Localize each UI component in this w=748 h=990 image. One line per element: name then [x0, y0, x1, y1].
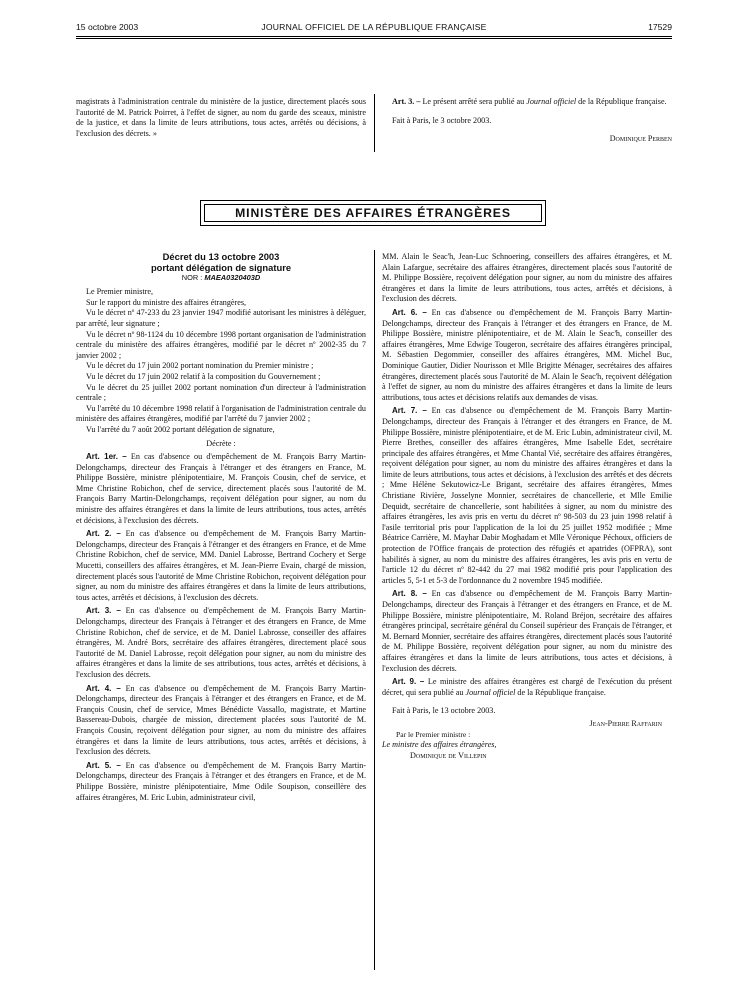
article-text: En cas d'absence ou d'empêchement de M. François Barry Martin-Delongchamps, directeur des Français à l'étranger et des étrangers en France, et de M. Philippe Bossière, ministre plénipotentiaire, M. Roland Bréjon, secrétaire des affaires étrangères principal, secrétaire général du Conseil supérieur des Français de l'étranger, et M. Bernard Monnier, secrétaire des affaires étrangères, directement placés sous l'autorité de M. Philippe Bossière, reçoivent délégation pour signer, au nom du ministre des affaires étrangères et dans la limite de leurs attributions, tous actes et décisions, à l'exclusion des décrets. — [382, 589, 673, 673]
articles-left — [76, 452, 366, 803]
decree-title: Décret du 13 octobre 2003 — [162, 251, 280, 262]
par-premier-ministre: Par le Premier ministre : — [396, 729, 471, 739]
article-text: En cas d'absence ou d'empêchement de M. François Barry Martin-Delongchamps, directeur des Français à l'étranger et des étrangers en France, et de Mme Christine Robichon, chef de service, MM. Daniel Labrosse, Bertrand Cochery et Serge Mucetti, conseillers des affaires étrangères, et M. Jean-Pierre Evain, chargé de mission, directement placés sous l'autorité de Mme Christine Robichon, reçoivent délégation pour signer, au nom du ministre des affaires étrangères et dans la limite de leurs attributions, tous actes, arrêtés et décisions, à l'exclusion des décrets. — [76, 529, 367, 602]
nor-reference — [76, 273, 366, 283]
header-rule-thin — [76, 38, 672, 39]
preamble-line: Le Premier ministre, — [86, 287, 154, 297]
article-text: Le ministre des affaires étrangères est chargé de l'exécution du présent décret, qui sera publié au — [382, 677, 672, 697]
article-label: Art. 1er. – — [86, 452, 127, 462]
done-at-decree: Fait à Paris, le 13 octobre 2003. — [392, 706, 496, 716]
preamble — [76, 287, 366, 435]
article-label: Art. 6. – — [392, 307, 427, 317]
top-left-column — [76, 97, 366, 139]
article — [76, 761, 366, 803]
article-label: Art. 7. – — [392, 406, 427, 416]
minister-title — [382, 740, 672, 751]
header-page-number: 17529 — [648, 22, 672, 32]
article-label: Art. 8. – — [392, 589, 427, 599]
column-divider-main — [374, 250, 375, 970]
article-9 — [382, 677, 672, 698]
header-rule — [76, 36, 672, 37]
top-right-column — [382, 97, 672, 145]
article-text: En cas d'absence ou d'empêchement de M. François Barry Martin-Delongchamps, directeur des Français à l'étranger et des étrangers en France, M. Philippe Bossière, ministre plénipotentiaire, M. François Cousin, chef de service, et Mme Christine Robichon, chef de service, directement placés sous l'autorité de M. François Barry Martin-Delongchamps, reçoivent délégation pour signer, au nom du ministre des affaires étrangères et dans la limite de leurs attributions, tous actes, arrêtés et décisions, à l'exclusion des décrets. — [76, 452, 367, 525]
column-divider-top — [374, 94, 375, 152]
decrete: Décrète : — [206, 438, 236, 448]
preamble-line: Vu le décret du 25 juillet 2002 portant nomination d'un directeur à l'administration centrale ; — [76, 382, 366, 403]
article-label: Art. 3. – — [86, 606, 121, 616]
continued-text: magistrats à l'administration centrale du ministère de la justice, directement placés sous l'autorité de M. Patrick Poirret, à l'effet de signer, au nom du garde des sceaux, ministre de la justice, et dans la limite de leurs attributions, tous actes, arrêtés ou décisions, à l'exclusion des décrets. » — [76, 97, 366, 138]
preamble-line: Vu le décret nº 98-1124 du 10 décembre 1998 portant organisation de l'administration centrale du ministère des affaires étrangères, modifié par le décret nº 2002-35 du 7 janvier 2002 ; — [76, 329, 366, 360]
article-3-previous — [382, 97, 672, 108]
decree-right-column — [382, 252, 672, 761]
article-text: de la République française. — [517, 687, 606, 697]
ministry-heading-box — [200, 200, 546, 226]
article-text: En cas d'absence ou d'empêchement de M. François Barry Martin-Delongchamps, directeur des Français à l'étranger et des étrangers en France, de M. Philippe Bossière, ministre plénipotentiaire, et de M. Alain le Seac'h, conseiller des affaires étrangères, Mme Edwige Tougeron, secrétaire des affaires étrangères principal, M. Sébastien Degommier, conseiller des affaires étrangères, MM. Michel Buc, Dominique Gautier, Didier Nourisson et Mlle Brigitte Ménager, secrétaires des affaires étrangères, directement placés sous l'autorité de M. Alain le Seac'h, reçoivent délégation à l'effet de signer, au nom du ministre des affaires étrangères et dans la limite de leurs attributions, tous actes et décisions relatifs aux demandes de visas. — [382, 307, 673, 402]
decree-subtitle: portant délégation de signature — [150, 261, 292, 273]
article — [382, 589, 672, 674]
journal-name: Journal officiel — [465, 687, 516, 697]
article-label: Art. 2. – — [86, 529, 121, 539]
signature-pm: Jean-Pierre Raffarin — [589, 718, 662, 728]
article — [76, 684, 366, 758]
article-text: En cas d'absence ou d'empêchement de M. François Barry Martin-Delongchamps, directeur des Français à l'étranger et des étrangers en France, et de M. Philippe Bossière, ministre plénipotentiaire, Mme Odile Soupison, conseillère des affaires étrangères, M. Eric Lubin, administrateur civil, — [76, 760, 367, 802]
articles-right — [382, 308, 672, 674]
minister-title-text: Le ministre des affaires étrangères, — [382, 740, 497, 750]
preamble-line: Vu l'arrêté du 7 août 2002 portant délégation de signature, — [86, 424, 275, 434]
article-label: Art. 9. – — [392, 677, 425, 687]
nor-label: NOR : — [181, 273, 203, 283]
ministry-heading: MINISTÈRE DES AFFAIRES ÉTRANGÈRES — [204, 204, 542, 222]
signature: Dominique Perben — [609, 134, 672, 144]
article-label: Art. 4. – — [86, 683, 121, 693]
minister-name: Dominique de Villepin — [410, 750, 487, 760]
decree-left-column — [76, 252, 366, 803]
preamble-line: Vu le décret du 17 juin 2002 relatif à la composition du Gouvernement ; — [86, 371, 321, 381]
article — [382, 406, 672, 586]
article — [76, 529, 366, 603]
preamble-line: Vu le décret du 17 juin 2002 portant nomination du Premier ministre ; — [86, 361, 314, 371]
article-5-continued: MM. Alain le Seac'h, Jean-Luc Schnoering, conseillers des affaires étrangères, et M. Alain Lafargue, secrétaire des affaires étrangères, directement placés sous l'autorité de M. Philippe Bossière, reçoivent délégation pour signer, au nom du ministre des affaires étrangères et dans la limite de leurs attributions, tous actes, arrêtés et décisions, à l'exclusion des décrets. — [382, 252, 672, 304]
article-label: Art. 3. – — [392, 97, 421, 106]
article — [76, 452, 366, 526]
preamble-line: Vu l'arrêté du 10 décembre 1998 relatif à l'organisation de l'administration centrale du ministère des affaires étrangères, modifié par l'arrêté du 7 janvier 2002 ; — [76, 403, 366, 424]
article — [76, 606, 366, 680]
nor-value: MAEA0320403D — [204, 273, 261, 283]
article-text: Le présent arrêté sera publié au — [422, 97, 525, 106]
header-date: 15 octobre 2003 — [76, 22, 139, 32]
preamble-line: Sur le rapport du ministre des affaires étrangères, — [86, 297, 247, 307]
article-label: Art. 5. – — [86, 760, 121, 770]
article-text: de la République française. — [578, 97, 667, 106]
article-text: En cas d'absence ou d'empêchement de M. François Barry Martin-Delongchamps, directeur des Français à l'étranger et des étrangers en France, de Mme Christine Robichon, chef de service, et de M. Daniel Labrosse, conseiller des affaires étrangères, M. André Bors, secrétaire des affaires étrangères, directement placé sous l'autorité de M. Daniel Labrosse, reçoit délégation pour signer, au nom du ministre des affaires étrangères et dans la limite de ses attributions, tous actes, arrêtés et décisions, à l'exclusion des décrets. — [76, 606, 367, 679]
article-text: En cas d'absence ou d'empêchement de M. François Barry Martin-Delongchamps, directeur des Français à l'étranger et des étrangers en France, de M. Philippe Bossière, ministre plénipotentiaire, et de M. Eric Lubin, administrateur civil, M. Pierre Brethes, conseiller des affaires étrangères, Mme Isabelle Edet, secrétaire principale des affaires étrangères, et Mme Chantal Vié, secrétaire des affaires étrangères, reçoivent délégation pour signer, au nom du ministre des affaires étrangères et dans la limite de leurs attributions, tous actes et décisions, à l'exclusion des arrêtés et des décrets ; Mme Hélène Sekutowicz-Le Brigant, secrétaire des affaires étrangères, Mmes Christiane Rivière, Josselyne Monnier, secrétaires de chancellerie, et Mlle Emilie Dequidt, secrétaire de chancellerie, sont habilitées à signer, au nom du ministre des affaires étrangères, les avis pris en vertu du décret nº 98-503 du 23 juin 1998 relatif à l'asile territorial pris pour l'application de la loi du 25 juillet 1952 modifiée ; Mme Béatrice Carrière, M. Mayhar Dabir Moghadam et Mlle Véronique Péchoux, officiers de protection de l'Office français de protection des réfugiés et apatrides (OFPRA), sont habilités à signer, au nom du ministre des affaires étrangères, les avis pris en vertu de l'article 12 du décret nº 82-442 du 27 mai 1982 modifié pris pour l'application des articles 5, 5-1 et 5-3 de l'ordonnance du 2 novembre 1945 modifiée. — [382, 406, 673, 585]
done-at: Fait à Paris, le 3 octobre 2003. — [392, 115, 492, 125]
preamble-line: Vu le décret nº 47-233 du 23 janvier 1947 modifié autorisant les ministres à déléguer, par arrêté, leur signature ; — [76, 308, 366, 328]
article — [382, 308, 672, 403]
article-text: En cas d'absence ou d'empêchement de M. François Barry Martin-Delongchamps, directeur des Français à l'étranger et des étrangers en France, et de M. François Cousin, chef de service, Mmes Bénédicte Vassallo, magistrate, et Martine Bassereau-Dubois, chargée de mission, directement placées sous l'autorité de M. François Cousin, reçoivent délégation pour signer, au nom du ministre des affaires étrangères et dans la limite de leurs attributions, tous actes, arrêtés et décisions, à l'exclusion des décrets. — [76, 683, 367, 757]
header-journal-title: JOURNAL OFFICIEL DE LA RÉPUBLIQUE FRANÇAISE — [261, 22, 487, 32]
journal-name: Journal officiel — [526, 97, 577, 106]
